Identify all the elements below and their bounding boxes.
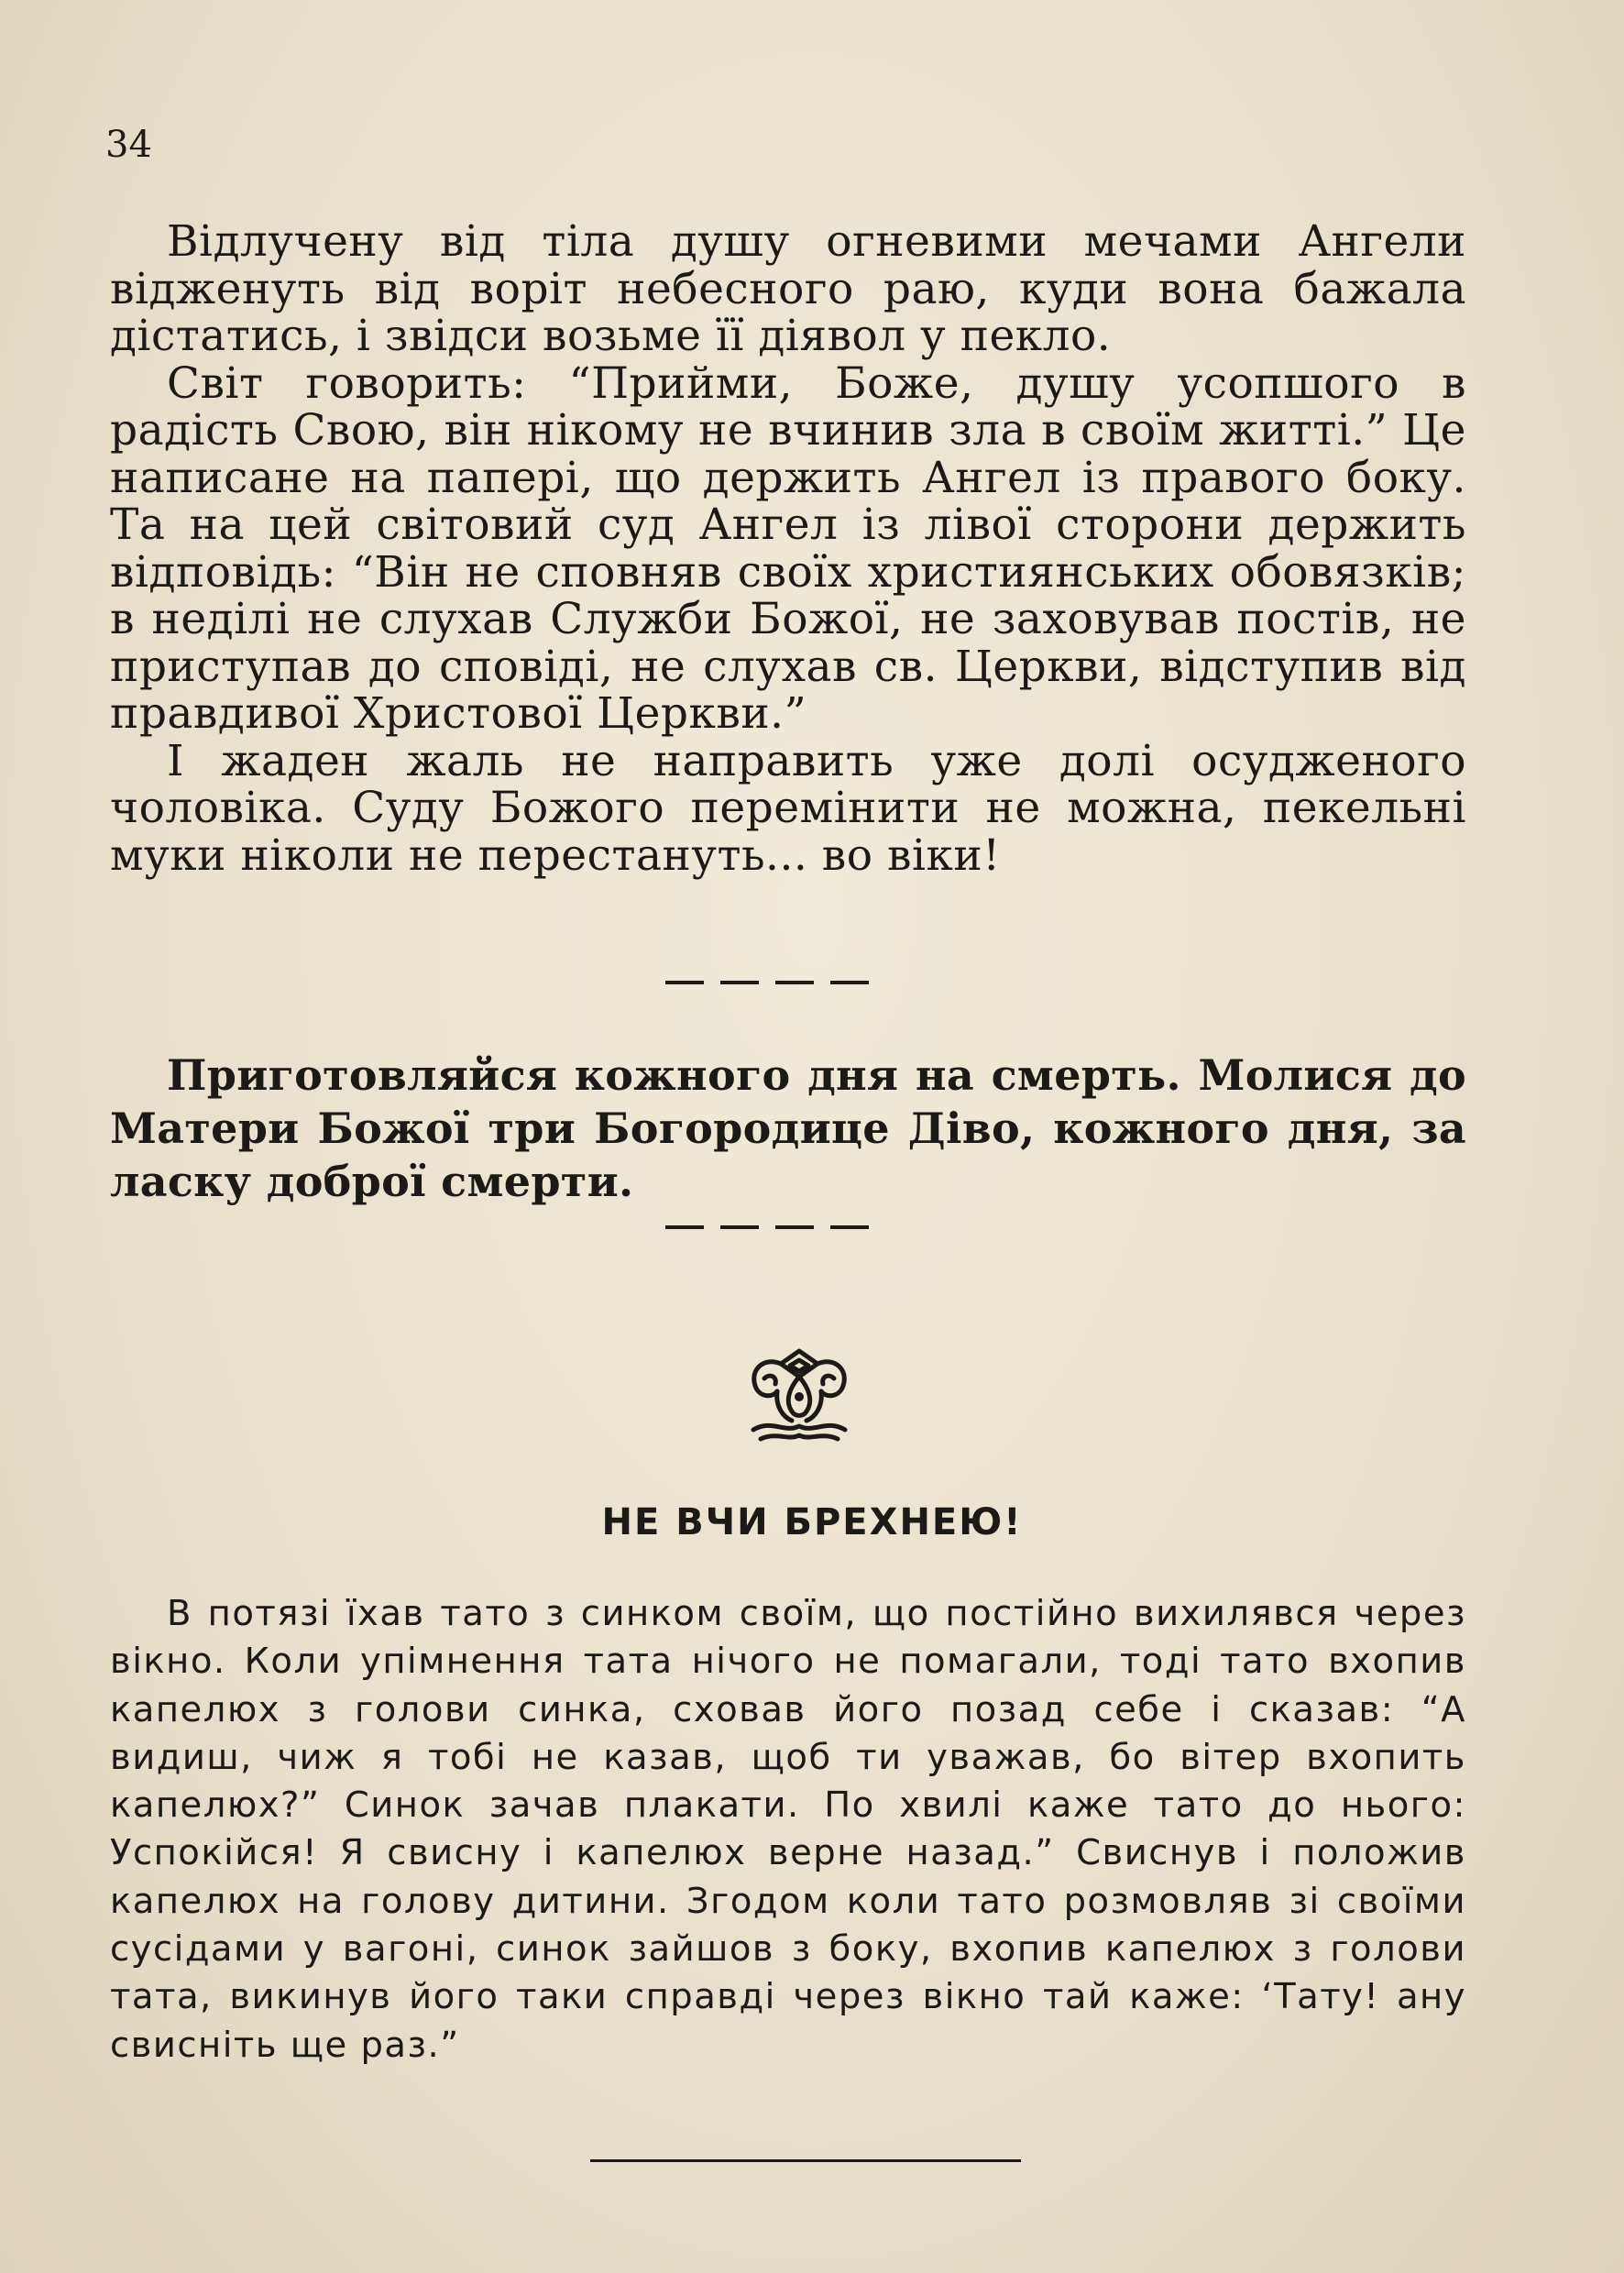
end-rule [590, 2159, 1021, 2162]
floral-ornament-icon [744, 1345, 854, 1444]
paragraph: І жаден жаль не направить уже долі осудженого чоловіка. Суду Божого перемінити не можна, пекельні муки ніколи не перестануть... во віки! [110, 735, 1466, 881]
story-paragraph: В потязі їхав тато з синком своїм, що постійно вихилявся через вікно. Коли упімнення тата нічого не помагали, тоді тато вхопив капелюх з голови синка, сховав його позад себе і сказав: “А видиш, чиж я тобі не казав, щоб ти уважав, бо вітер вхопить капелюх?” Синок зачав плакати. По хвилі каже тато до нього: Успокійся! Я свисну і капелюх верне назад.” Свиснув і положив капелюх на голову дитини. Згодом коли тато розмовляв зі своїми сусідами у вагоні, синок зайшов з боку, вхопив капелюх з голови тата, викинув його таки справді через вікно тай каже: ‘Тату! ану свисніть ще раз.” [110, 1593, 1466, 2066]
dash-separator [665, 981, 869, 984]
story-heading: НЕ ВЧИ БРЕХНЕЮ! [601, 1501, 1023, 1543]
paragraph: Відлучену від тіла душу огневими мечами Ангели відженуть від воріт небесного раю, куди вона бажала дістатись, і звідси возьме її діявол у пекло. [110, 216, 1466, 361]
exhortation-text: Приготовляйся кожного дня на смерть. Молися до Матери Божої три Богородице Діво, кожного дня, за ласку доброї смерти. [110, 1050, 1466, 1206]
page-number: 34 [105, 124, 152, 166]
paragraph: Світ говорить: “Прийми, Боже, душу усопшого в радість Свою, він нікому не вчинив зла в своїм житті.” Це написане на папері, що держить Ангел із правого боку. Та на цей світовий суд Ангел із лівої сторони держить відповідь: “Він не сповняв своїх християнських обовязків; в неділі не слухав Служби Божої, не заховував постів, не приступав до сповіді, не слухав св. Церкви, відступив від правдивої Христової Церкви.” [110, 357, 1466, 739]
sermon-text-block [110, 218, 1466, 879]
exhortation-block [110, 1049, 1466, 1208]
dash-separator [665, 1225, 869, 1229]
story-text-block [110, 1590, 1466, 2070]
